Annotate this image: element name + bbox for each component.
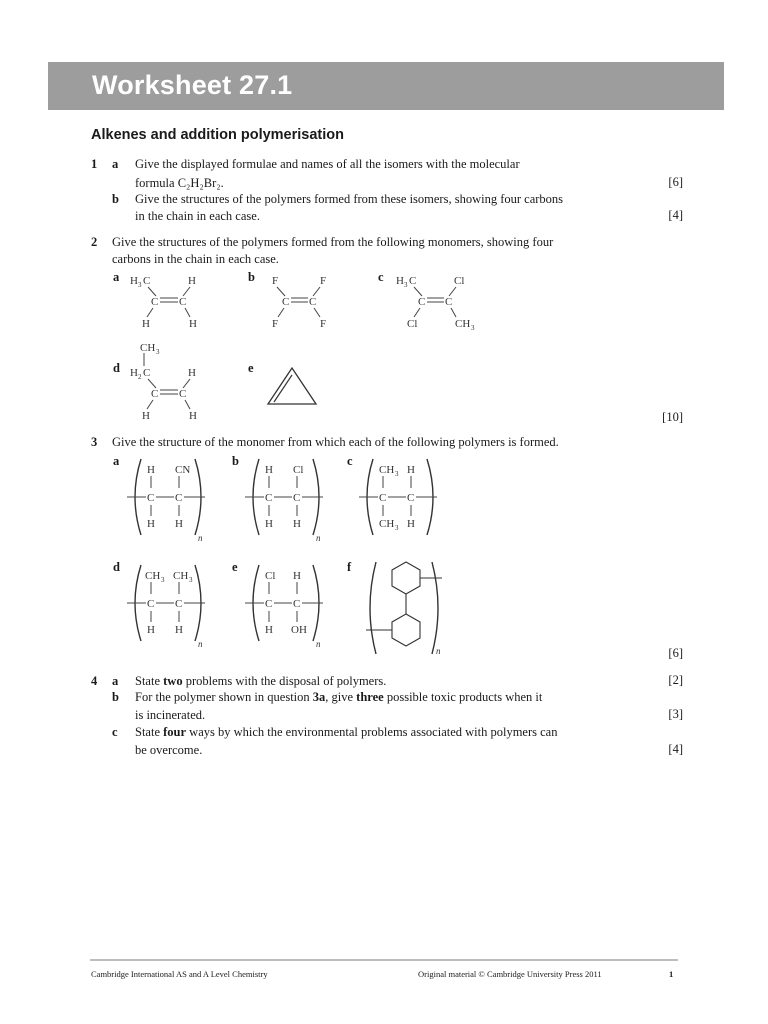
svg-text:F: F [272,318,279,330]
svg-text:C: C [143,275,151,287]
q4c-text-line2: be overcome. [135,743,203,757]
footer-copyright: Original material © Cambridge University Press 2011 [418,969,602,979]
q3c-label: c [347,454,353,468]
svg-text:n: n [198,533,203,543]
svg-text:C: C [151,388,159,400]
svg-text:H: H [407,464,415,476]
svg-text:C: C [409,275,417,287]
q2e-structure-cyclopropene [262,364,322,410]
q2a-structure-propene [122,270,222,332]
svg-text:C: C [179,296,187,308]
q1-number: 1 [91,157,98,171]
svg-text:H: H [189,318,197,330]
svg-text:C: C [147,598,155,610]
svg-text:H: H [293,518,301,530]
svg-text:CH: CH [455,318,471,330]
q1a-letter: a [112,157,119,171]
svg-text:C: C [151,296,159,308]
q4b-letter: b [112,690,119,704]
svg-text:n: n [436,646,441,656]
q3e-polymer-structure [243,561,333,649]
q4a-letter: a [112,674,119,688]
q4a-mark: [2] [668,673,683,687]
q2b-label: b [248,270,255,284]
svg-text:CH: CH [145,570,161,582]
q3a-label: a [113,454,120,468]
svg-text:H: H [147,464,155,476]
q2a-label: a [113,270,120,284]
q3f-polymer-structure [362,558,452,662]
q1a-mark: [6] [668,175,683,189]
q2b-structure-tetrafluoroethene [258,270,348,332]
svg-text:3: 3 [395,524,399,532]
svg-text:H: H [147,624,155,636]
q2-mark: [10] [662,410,683,424]
footer-divider [90,959,678,961]
q3b-polymer-structure [243,455,333,543]
svg-text:OH: OH [291,624,307,636]
q2e-label: e [248,361,254,375]
q4c-text-line1: State four ways by which the environmental problems associated with polymers can [135,725,558,739]
svg-text:C: C [407,492,415,504]
q4c-letter: c [112,725,118,739]
svg-text:H: H [130,367,138,379]
q3a-polymer-structure [125,455,215,543]
q3-mark: [6] [668,646,683,660]
svg-text:H: H [265,464,273,476]
q2-text-line1: Give the structures of the polymers formed from the following monomers, showing four [112,235,554,249]
svg-text:H: H [188,275,196,287]
q3d-polymer-structure [125,561,215,649]
footer-page-number: 1 [669,969,674,979]
svg-text:C: C [309,296,317,308]
svg-text:C: C [175,598,183,610]
svg-text:H: H [265,518,273,530]
svg-text:3: 3 [138,281,142,289]
svg-text:3: 3 [189,576,193,584]
svg-text:Cl: Cl [293,464,304,476]
q3-number: 3 [91,435,98,449]
q4-number: 4 [91,674,98,688]
q1a-text-line2: formula C₂H₂Br₂. [135,176,224,190]
q2c-structure [392,270,492,332]
q1b-letter: b [112,192,119,206]
svg-text:3: 3 [156,348,160,356]
svg-text:C: C [379,492,387,504]
svg-text:C: C [265,598,273,610]
svg-text:3: 3 [404,281,408,289]
svg-text:H: H [175,518,183,530]
worksheet-subtitle: Alkenes and addition polymerisation [91,127,344,143]
q4b-text-line2: is incinerated. [135,708,206,722]
svg-text:CH: CH [173,570,189,582]
q2-text-line2: carbons in the chain in each case. [112,252,279,266]
svg-text:C: C [282,296,290,308]
svg-text:H: H [130,275,138,287]
q3-text-line1: Give the structure of the monomer from which each of the following polymers is formed. [112,435,559,449]
svg-text:F: F [320,318,327,330]
svg-text:n: n [316,533,321,543]
svg-text:CH: CH [379,518,395,530]
svg-text:3: 3 [395,470,399,478]
q1b-mark: [4] [668,208,683,222]
svg-text:H: H [293,570,301,582]
svg-text:H: H [175,624,183,636]
svg-text:C: C [147,492,155,504]
footer-book-title: Cambridge International AS and A Level Chemistry [91,969,268,979]
svg-text:C: C [179,388,187,400]
svg-text:CH: CH [140,342,156,354]
q4b-text-line1: For the polymer shown in question 3a, give three possible toxic products when it [135,690,543,704]
q3f-label: f [347,560,352,574]
q2-number: 2 [91,235,98,249]
svg-text:H: H [142,318,150,330]
svg-text:C: C [293,492,301,504]
svg-text:C: C [265,492,273,504]
svg-text:F: F [320,275,327,287]
svg-text:CH: CH [379,464,395,476]
svg-text:H: H [265,624,273,636]
svg-text:C: C [175,492,183,504]
q4b-mark: [3] [668,707,683,721]
q4a-text: State two problems with the disposal of polymers. [135,674,387,688]
q3d-label: d [113,560,120,574]
svg-text:H: H [188,367,196,379]
svg-text:n: n [198,639,203,649]
svg-text:3: 3 [161,576,165,584]
svg-text:F: F [272,275,279,287]
q3e-label: e [232,560,238,574]
q1b-text-line1: Give the structures of the polymers formed from these isomers, showing four carbons [135,192,564,206]
svg-text:Cl: Cl [407,318,418,330]
svg-text:H: H [189,410,197,422]
svg-text:C: C [445,296,453,308]
svg-text:CN: CN [175,464,191,476]
svg-text:H: H [396,275,404,287]
svg-text:C: C [293,598,301,610]
q1b-text-line2: in the chain in each case. [135,209,260,223]
q3c-polymer-structure [357,455,447,543]
svg-text:H: H [142,410,150,422]
q1a-text-line1: Give the displayed formulae and names of all the isomers with the molecular [135,157,520,171]
svg-text:2: 2 [138,373,142,381]
worksheet-title: Worksheet 27.1 [92,70,293,100]
q3b-label: b [232,454,239,468]
svg-text:n: n [316,639,321,649]
q4c-mark: [4] [668,742,683,756]
header-banner [48,62,724,110]
svg-text:Cl: Cl [454,275,465,287]
svg-text:Cl: Cl [265,570,276,582]
svg-text:H: H [147,518,155,530]
svg-text:C: C [143,367,151,379]
q2c-label: c [378,270,384,284]
svg-text:C: C [418,296,426,308]
svg-text:H: H [407,518,415,530]
q2d-label: d [113,361,120,375]
q2d-structure [122,338,222,422]
svg-text:3: 3 [471,324,475,332]
